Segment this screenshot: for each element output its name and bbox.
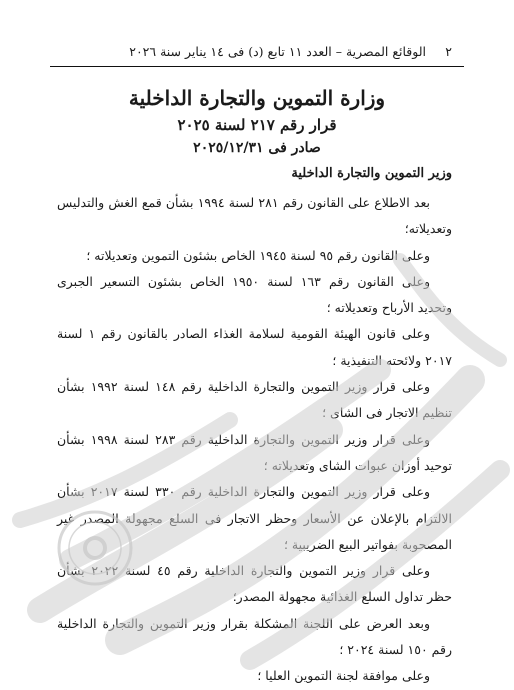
preamble-paragraph: بعد الاطلاع على القانون رقم ٢٨١ لسنة ١٩٩٤ بشأن قمع الغش والتدليس وتعديلاته؛ [57,195,452,237]
preamble [57,190,452,690]
preamble-paragraph: وعلى قرار وزير التموين والتجارة الداخلية رقم ٤٥ لسنة ٢٠٢٢ بشأن حظر تداول السلع الغذائية مجهولة المصدر؛ [57,563,452,605]
preamble-paragraph: وعلى القانون رقم ١٦٣ لسنة ١٩٥٠ الخاص بشئون التسعير الجبرى وتحديد الأرباح وتعديلاته ؛ [57,273,452,316]
decree-title: قرار رقم ٢١٧ لسنة ٢٠٢٥ [177,116,337,134]
issued-date: صادر فى ٢٠٢٥/١٢/٣١ [193,140,321,156]
preamble-paragraph: وعلى موافقة لجنة التموين العليا ؛ [257,668,430,684]
preamble-paragraph: وعلى قرار وزير التموين والتجارة الداخلية رقم ١٤٨ لسنة ١٩٩٢ بشأن تنظيم الاتجار فى الشاى ؛ [57,379,452,421]
running-header-text: الوقائع المصرية – العدد ١١ تابع (د) فى ١٤ يناير سنة ٢٠٢٦ [129,44,426,59]
ministry-title: وزارة التموين والتجارة الداخلية [128,86,386,110]
preamble-paragraph: وبعد العرض على اللجنة المشكلة بقرار وزير التموين والتجارة الداخلية رقم ١٥٠ لسنة ٢٠٢٤ ؛ [57,615,452,658]
preamble-paragraph: وعلى قرار وزير التموين والتجارة الداخلية رقم ٢٨٣ لسنة ١٩٩٨ بشأن توحيد أوزان عبوات الشاى وتعديلاته ؛ [57,431,452,473]
preamble-paragraph: وعلى قانون الهيئة القومية لسلامة الغذاء الصادر بالقانون رقم ١ لسنة ٢٠١٧ ولائحته التنفيذية ؛ [57,326,452,368]
issuer-heading: وزير التموين والتجارة الداخلية [291,166,452,181]
preamble-paragraph: وعلى قرار وزير التموين والتجارة الداخلية رقم ٣٣٠ لسنة ٢٠١٧ بشأن الالتزام بالإعلان عن الأسعار وحظر الاتجار فى السلع مجهولة المصدر غير المصحوبة بفواتير البيع الضريبية ؛ [57,484,452,552]
preamble-paragraph: وعلى القانون رقم ٩٥ لسنة ١٩٤٥ الخاص بشئون التموين وتعديلاته ؛ [86,247,430,263]
page-number: ٢ [445,44,452,59]
header-rule [50,66,464,67]
